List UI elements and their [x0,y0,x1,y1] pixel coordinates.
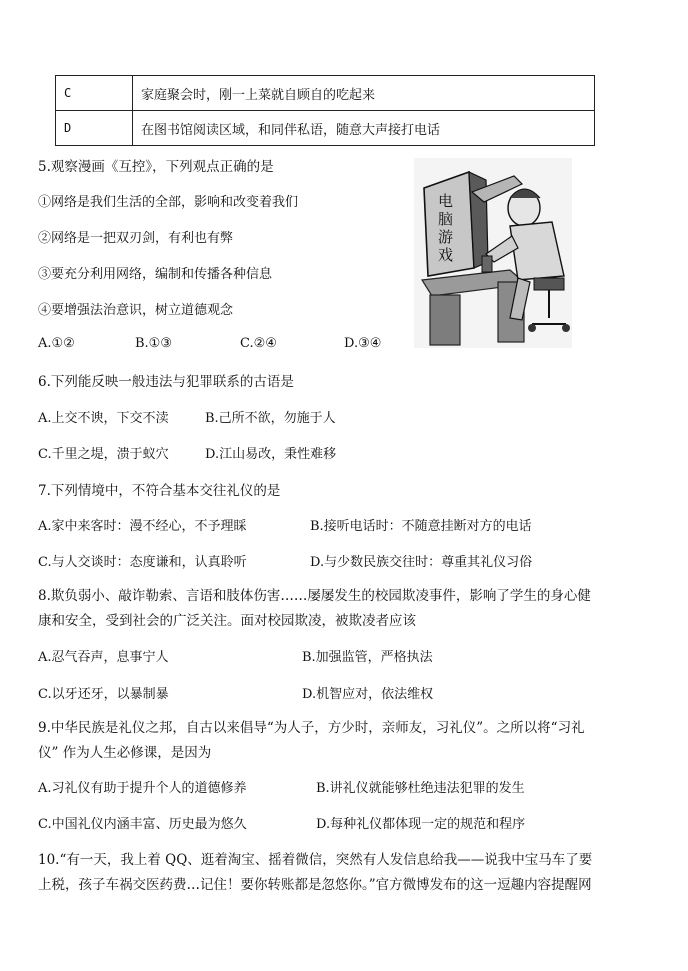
q6-stem: 6.下列能反映一般违法与犯罪联系的古语是 [38,374,294,390]
cartoon-char: 戏 [438,246,454,264]
table-row [56,111,595,146]
cartoon-char: 游 [438,228,454,246]
q5-stem: 5.观察漫画《互控》，下列观点正确的是 [38,159,274,175]
q9-stem-line-2: 仪” 作为人生必修课，是因为 [38,745,212,761]
q6-option-b: B.己所不欲，勿施于人 [205,411,336,426]
q7-option-a: A.家中来客时：漫不经心，不予理睬 [38,519,247,534]
q5-option-c: C.②④ [240,336,277,351]
q9-option-b: B.讲礼仪就能够杜绝违法犯罪的发生 [316,781,525,796]
q8-option-a: A.忍气吞声，息事宁人 [38,650,169,665]
cartoon-char: 脑 [438,210,454,228]
table-key: D [56,111,133,146]
cartoon-image [414,158,572,348]
q10-stem-line-2: 上税，孩子车祸交医药费…记住！要你转账都是忽悠你。”官方微博发布的这一逗趣内容提醒网 [38,877,592,893]
q7-stem: 7.下列情境中，不符合基本交往礼仪的是 [38,483,281,499]
q7-option-c: C.与人交谈时：态度谦和，认真聆听 [38,555,247,570]
q6-option-c: C.千里之堤，溃于蚁穴 [38,447,169,462]
q7-option-b: B.接听电话时：不随意挂断对方的电话 [310,519,532,534]
table-row [56,76,595,111]
q10-stem-line-1: 10.“有一天，我上着 QQ、逛着淘宝、摇着微信，突然有人发信息给我——说我中宝马车了要 [38,852,593,868]
q9-stem-line-1: 9.中华民族是礼仪之邦，自古以来倡导“为人子，方少时，亲师友，习礼仪”。之所以将“习礼 [38,720,585,736]
q6-option-d: D.江山易改，秉性难移 [205,447,337,462]
table-text: 家庭聚会时，刚一上菜就自顾自的吃起来 [133,76,595,111]
q9-option-a: A.习礼仪有助于提升个人的道德修养 [38,781,247,796]
q8-stem-line-2: 康和安全，受到社会的广泛关注。面对校园欺凌，被欺凌者应该 [38,613,416,629]
options-table [55,75,595,146]
q8-stem-line-1: 8.欺负弱小、敲诈勒索、言语和肢体伤害……屡屡发生的校园欺凌事件，影响了学生的身心健 [38,588,591,604]
q6-option-a: A.上交不谀，下交不渎 [38,411,169,426]
q5-statement-2: ②网络是一把双刃剑，有利也有弊 [38,231,234,246]
q9-option-c: C.中国礼仪内涵丰富、历史最为悠久 [38,817,247,832]
table-text: 在图书馆阅读区域，和同伴私语，随意大声接打电话 [133,111,595,146]
q5-statement-3: ③要充分利用网络，编制和传播各种信息 [38,267,273,282]
q5-option-d: D.③④ [344,336,382,351]
table-key: C [56,76,133,111]
q7-option-d: D.与少数民族交往时：尊重其礼仪习俗 [310,555,533,570]
q5-statement-4: ④要增强法治意识，树立道德观念 [38,303,234,318]
q9-option-d: D.每种礼仪都体现一定的规范和程序 [316,817,526,832]
q8-option-d: D.机智应对，依法维权 [302,687,434,702]
q8-option-b: B.加强监管，严格执法 [302,650,433,665]
q5-statement-1: ①网络是我们生活的全部，影响和改变着我们 [38,195,299,210]
cartoon-char: 电 [438,192,454,210]
q5-option-b: B.①③ [135,336,172,351]
q5-option-a: A.①② [38,336,75,351]
q8-option-c: C.以牙还牙，以暴制暴 [38,687,169,702]
